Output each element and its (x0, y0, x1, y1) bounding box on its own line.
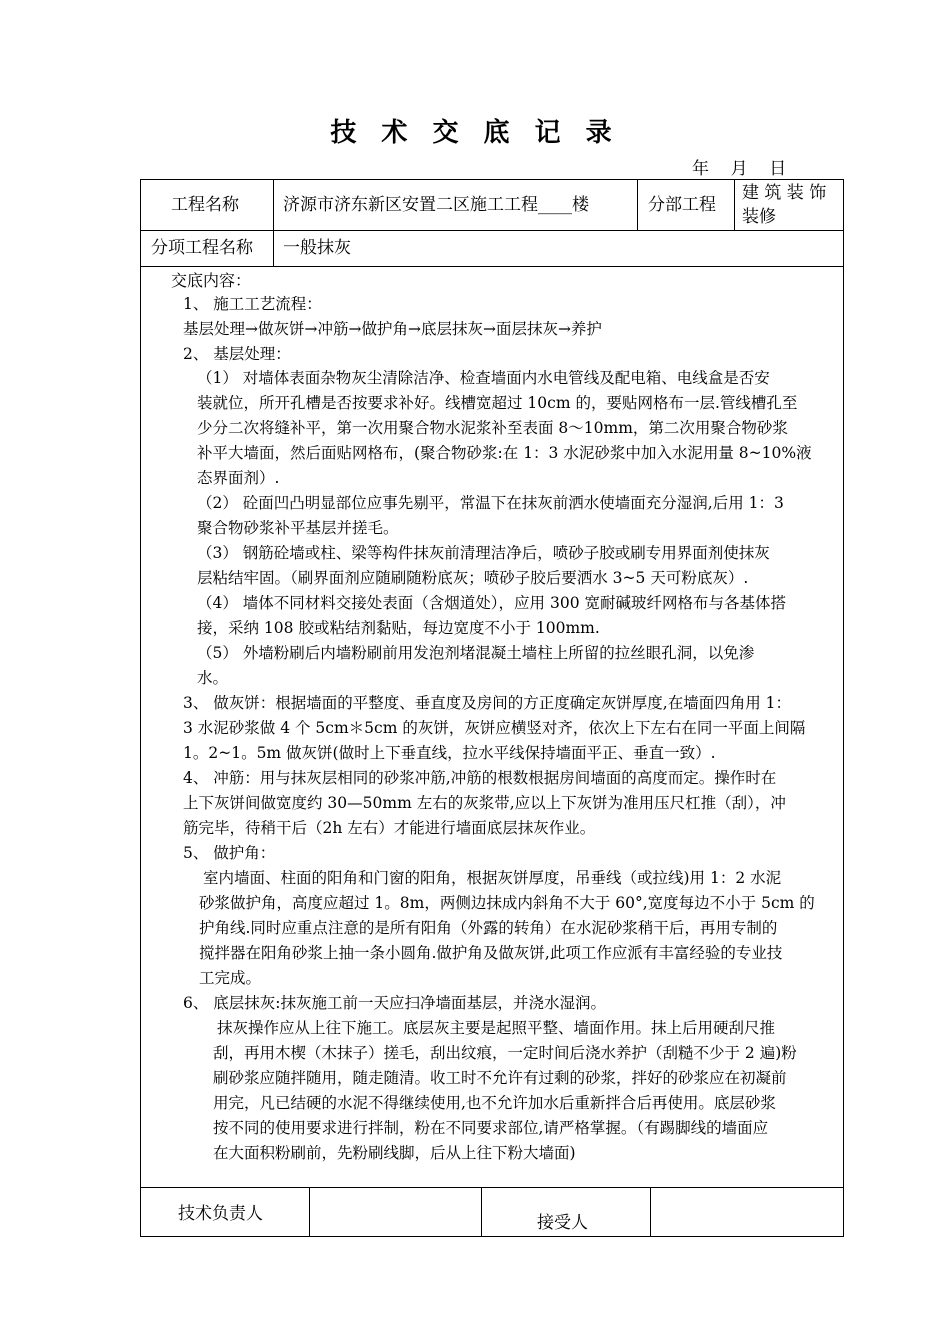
sub-project-value-line2: 装修 (742, 207, 776, 227)
sub-project-value-line1: 建 筑 装 饰 (742, 183, 827, 203)
content-line: 刮，再用木楔（木抹子）搓毛，刮出纹痕，一定时间后浇水养护（刮糙不少于 2 遍)粉 (213, 1044, 797, 1062)
item-value: 一般抹灰 (283, 238, 351, 258)
content-line: 层粘结牢固。（刷界面剂应随刷随粉底灰；喷砂子胶后要洒水 3~5 天可粉底灰）. (197, 569, 749, 587)
content-line: （3） 钢筋砼墙或柱、梁等构件抹灰前清理洁净后，喷砂子胶或刷专用界面剂使抹灰 (197, 544, 770, 562)
document-title: 技 术 交 底 记 录 (330, 118, 620, 148)
project-name-label: 工程名称 (171, 195, 239, 215)
col-divider-3 (734, 180, 735, 230)
content-line: 按不同的使用要求进行拌制，粉在不同要求部位,请严格掌握。（有踢脚线的墙面应 (213, 1119, 769, 1137)
content-line: 抹灰操作应从上往下施工。底层灰主要是起照平整、墙面作用。抹上后用硬刮尺推 (217, 1019, 776, 1037)
col-divider-2 (637, 180, 638, 230)
content-line: 上下灰饼间做宽度约 30—50mm 左右的灰浆带,应以上下灰饼为准用压尺杠推（刮），冲 (183, 794, 786, 812)
content-line: 1、 施工工艺流程： (183, 295, 322, 313)
content-line: 护角线.同时应重点注意的是所有阳角（外露的转角）在水泥砂浆稍干后，再用专制的 (199, 919, 778, 937)
content-line: （4） 墙体不同材料交接处表面（含烟道处），应用 300 宽耐碱玻纤网格布与各基体搭 (197, 594, 786, 612)
content-line: 接，采纳 108 胶或粘结剂黏贴，每边宽度不小于 100mm. (197, 619, 600, 637)
record-table (140, 179, 844, 1237)
content-line: 筋完毕，待稍干后（2h 左右）才能进行墙面底层抹灰作业。 (183, 819, 596, 837)
content-line: 3 水泥砂浆做 4 个 5cm＊5cm 的灰饼，灰饼应横竖对齐，依次上下左右在同一平面上间隔 (183, 719, 806, 737)
content-line: 6、 底层抹灰:抹灰施工前一天应扫净墙面基层，并浇水湿润。 (183, 994, 607, 1012)
content-line: 聚合物砂浆补平基层并搓毛。 (197, 519, 399, 537)
content-line: 搅拌器在阳角砂浆上抽一条小圆角.做护角及做灰饼,此项工作应派有丰富经验的专业技 (199, 944, 783, 962)
sub-project-label: 分部工程 (648, 195, 716, 215)
content-line: 5、 做护角： (183, 844, 276, 862)
content-line: 水。 (197, 669, 229, 687)
content-line: 工完成。 (199, 969, 262, 987)
content-line: 刷砂浆应随拌随用，随走随清。收工时不允许有过剩的砂浆，拌好的砂浆应在初凝前 (213, 1069, 787, 1087)
content-line: 在大面积粉刷前，先粉刷线脚，后从上往下粉大墙面) (213, 1144, 576, 1162)
content-line: 基层处理→做灰饼→冲筋→做护角→底层抹灰→面层抹灰→养护 (183, 320, 602, 338)
receiver-label: 接受人 (537, 1213, 588, 1233)
content-line: （5） 外墙粉刷后内墙粉刷前用发泡剂堵混凝土墙柱上所留的拉丝眼孔洞，以免渗 (197, 644, 755, 662)
content-line: 1。2~1。5m 做灰饼(做时上下垂直线，拉水平线保持墙面平正、垂直一致）. (183, 744, 716, 762)
footer-divider-3 (650, 1187, 651, 1237)
content-line: 补平大墙面，然后面贴网格布，(聚合物砂浆:在 1：3 水泥砂浆中加入水泥用量 8~10%液 (197, 444, 812, 462)
row-divider-2 (141, 266, 843, 267)
item-label: 分项工程名称 (151, 238, 253, 258)
content-line: 用完，凡已结硬的水泥不得继续使用,也不允许加水后重新拌合后再使用。底层砂浆 (213, 1094, 776, 1112)
row-divider-1 (141, 230, 843, 231)
content-line: 室内墙面、柱面的阳角和门窗的阳角，根据灰饼厚度，吊垂线（或拉线)用 1：2 水泥 (203, 869, 782, 887)
content-line: 少分二次将缝补平，第一次用聚合物水泥浆补至表面 8～10mm，第二次用聚合物砂浆 (197, 419, 788, 437)
content-line: （2） 砼面凹凸明显部位应事先剔平，常温下在抹灰前洒水使墙面充分湿润,后用 1：3 (197, 494, 784, 512)
content-line: 3、 做灰饼：根据墙面的平整度、垂直度及房间的方正度确定灰饼厚度,在墙面四角用 1： (183, 694, 792, 712)
content-line: 装就位，所开孔槽是否按要求补好。线槽宽超过 10cm 的，要贴网格布一层.管线槽孔至 (197, 394, 798, 412)
tech-lead-label: 技术负责人 (178, 1204, 263, 1224)
content-line: 砂浆做护角，高度应超过 1。8m，两侧边抹成内斜角不大于 60°,宽度每边不小于 5cm 的 (199, 894, 815, 912)
content-line: 4、 冲筋：用与抹灰层相同的砂浆冲筋,冲筋的根数根据房间墙面的高度而定。操作时在 (183, 769, 777, 787)
footer-divider-2 (481, 1187, 482, 1237)
content-line: （1） 对墙体表面杂物灰尘清除洁净、检查墙面内水电管线及配电箱、电线盒是否安 (197, 369, 770, 387)
row-divider-3 (141, 1187, 843, 1188)
content-line: 态界面剂）. (197, 469, 280, 487)
date-line: 年 月 日 (692, 159, 787, 179)
footer-divider-1 (309, 1187, 310, 1237)
project-name-value: 济源市济东新区安置二区施工工程____楼 (283, 195, 589, 215)
content-line: 2、 基层处理： (183, 345, 291, 363)
content-intro: 交底内容： (171, 271, 252, 290)
col-divider-1 (273, 180, 274, 266)
